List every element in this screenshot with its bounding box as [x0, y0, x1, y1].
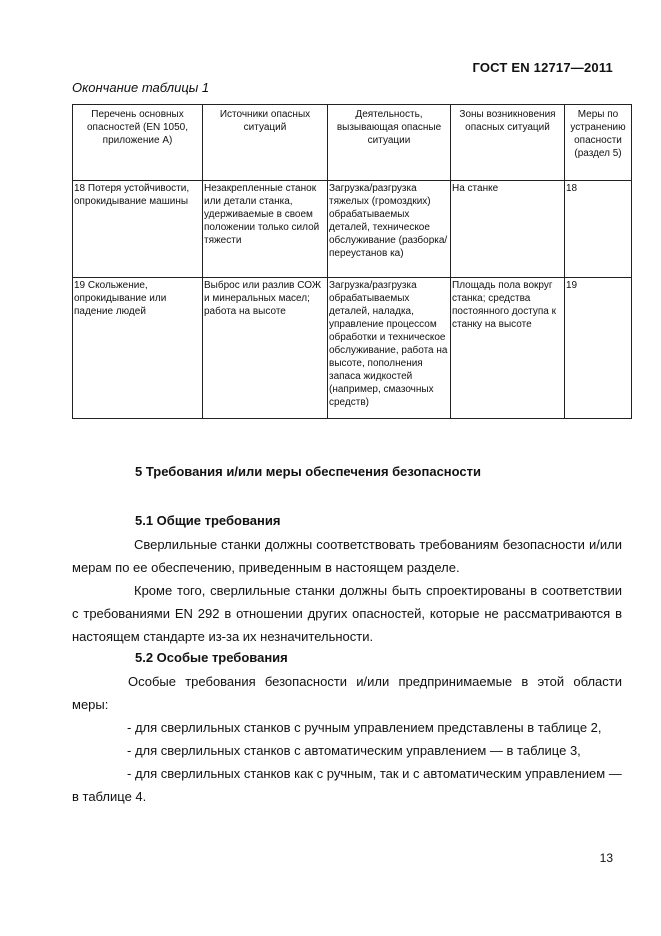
table-cell: Выброс или разлив СОЖ и минеральных масел; работа на высоте — [203, 278, 328, 419]
table-row — [73, 181, 632, 278]
paragraph — [72, 670, 622, 716]
document-code: ГОСТ EN 12717—2011 — [472, 60, 613, 75]
column-header: Источники опасных ситуаций — [203, 105, 328, 181]
list-item — [72, 762, 622, 808]
paragraph-text: Кроме того, сверлильные станки должны быть спроектированы в соответствии с требованиями EN 292 в отношении других опасностей, которые не рассматриваются в настоящем стандарте из-за их незначительности. — [72, 583, 622, 644]
table-caption: Окончание таблицы 1 — [72, 80, 210, 95]
paragraph — [72, 533, 622, 579]
table-cell: Площадь пола вокруг станка; средства постоянного доступа к станку на высоте — [451, 278, 565, 419]
table-cell: 18 — [565, 181, 632, 278]
table-cell: Незакрепленные станок или детали станка, удерживаемые в своем положении только силой тяжести — [203, 181, 328, 278]
list-item: - для сверлильных станков с автоматическим управлением — в таблице 3, — [127, 743, 581, 758]
table-cell: 19 Скольжение, опрокидывание или падение людей — [73, 278, 203, 419]
paragraph — [72, 579, 622, 648]
table-row — [73, 278, 632, 419]
paragraph-text: Сверлильные станки должны соответствовать требованиям безопасности и/или мерам по ее обеспечению, приведенным в настоящем разделе. — [72, 537, 622, 575]
table-cell: На станке — [451, 181, 565, 278]
paragraph-text: Особые требования безопасности и/или предпринимаемые в этой области меры: — [72, 674, 622, 712]
column-header: Зоны возникновения опасных ситуаций — [451, 105, 565, 181]
column-header: Перечень основных опасностей (EN 1050, приложение А) — [73, 105, 203, 181]
table-cell: 19 — [565, 278, 632, 419]
section-5-heading: 5 Требования и/или меры обеспечения безопасности — [135, 464, 482, 479]
section-5-1-heading: 5.1 Общие требования — [135, 513, 281, 528]
hazards-table — [72, 104, 632, 419]
table-cell: 18 Потеря устойчивости, опрокидывание машины — [73, 181, 203, 278]
section-5-2-heading: 5.2 Особые требования — [135, 650, 288, 665]
column-header: Меры по устранению опасности (раздел 5) — [565, 105, 632, 181]
list-item: - для сверлильных станков с ручным управлением представлены в таблице 2, — [127, 720, 602, 735]
page-number: 13 — [599, 851, 613, 865]
list-item-text: - для сверлильных станков как с ручным, так и с автоматическим управлением — в таблице 4. — [72, 766, 622, 804]
table-header-row — [73, 105, 632, 181]
column-header: Деятельность, вызывающая опасные ситуации — [328, 105, 451, 181]
requirements-list — [72, 716, 622, 808]
table-cell: Загрузка/разгрузка обрабатываемых деталей, наладка, управление процессом обработки и техническое обслуживание, работа на высоте, пополнения запаса жидкостей (например, смазочных средств) — [328, 278, 451, 419]
table-cell: Загрузка/разгрузка тяжелых (громоздких) обрабатываемых деталей, техническое обслуживание (разборка/переустанов ка) — [328, 181, 451, 278]
